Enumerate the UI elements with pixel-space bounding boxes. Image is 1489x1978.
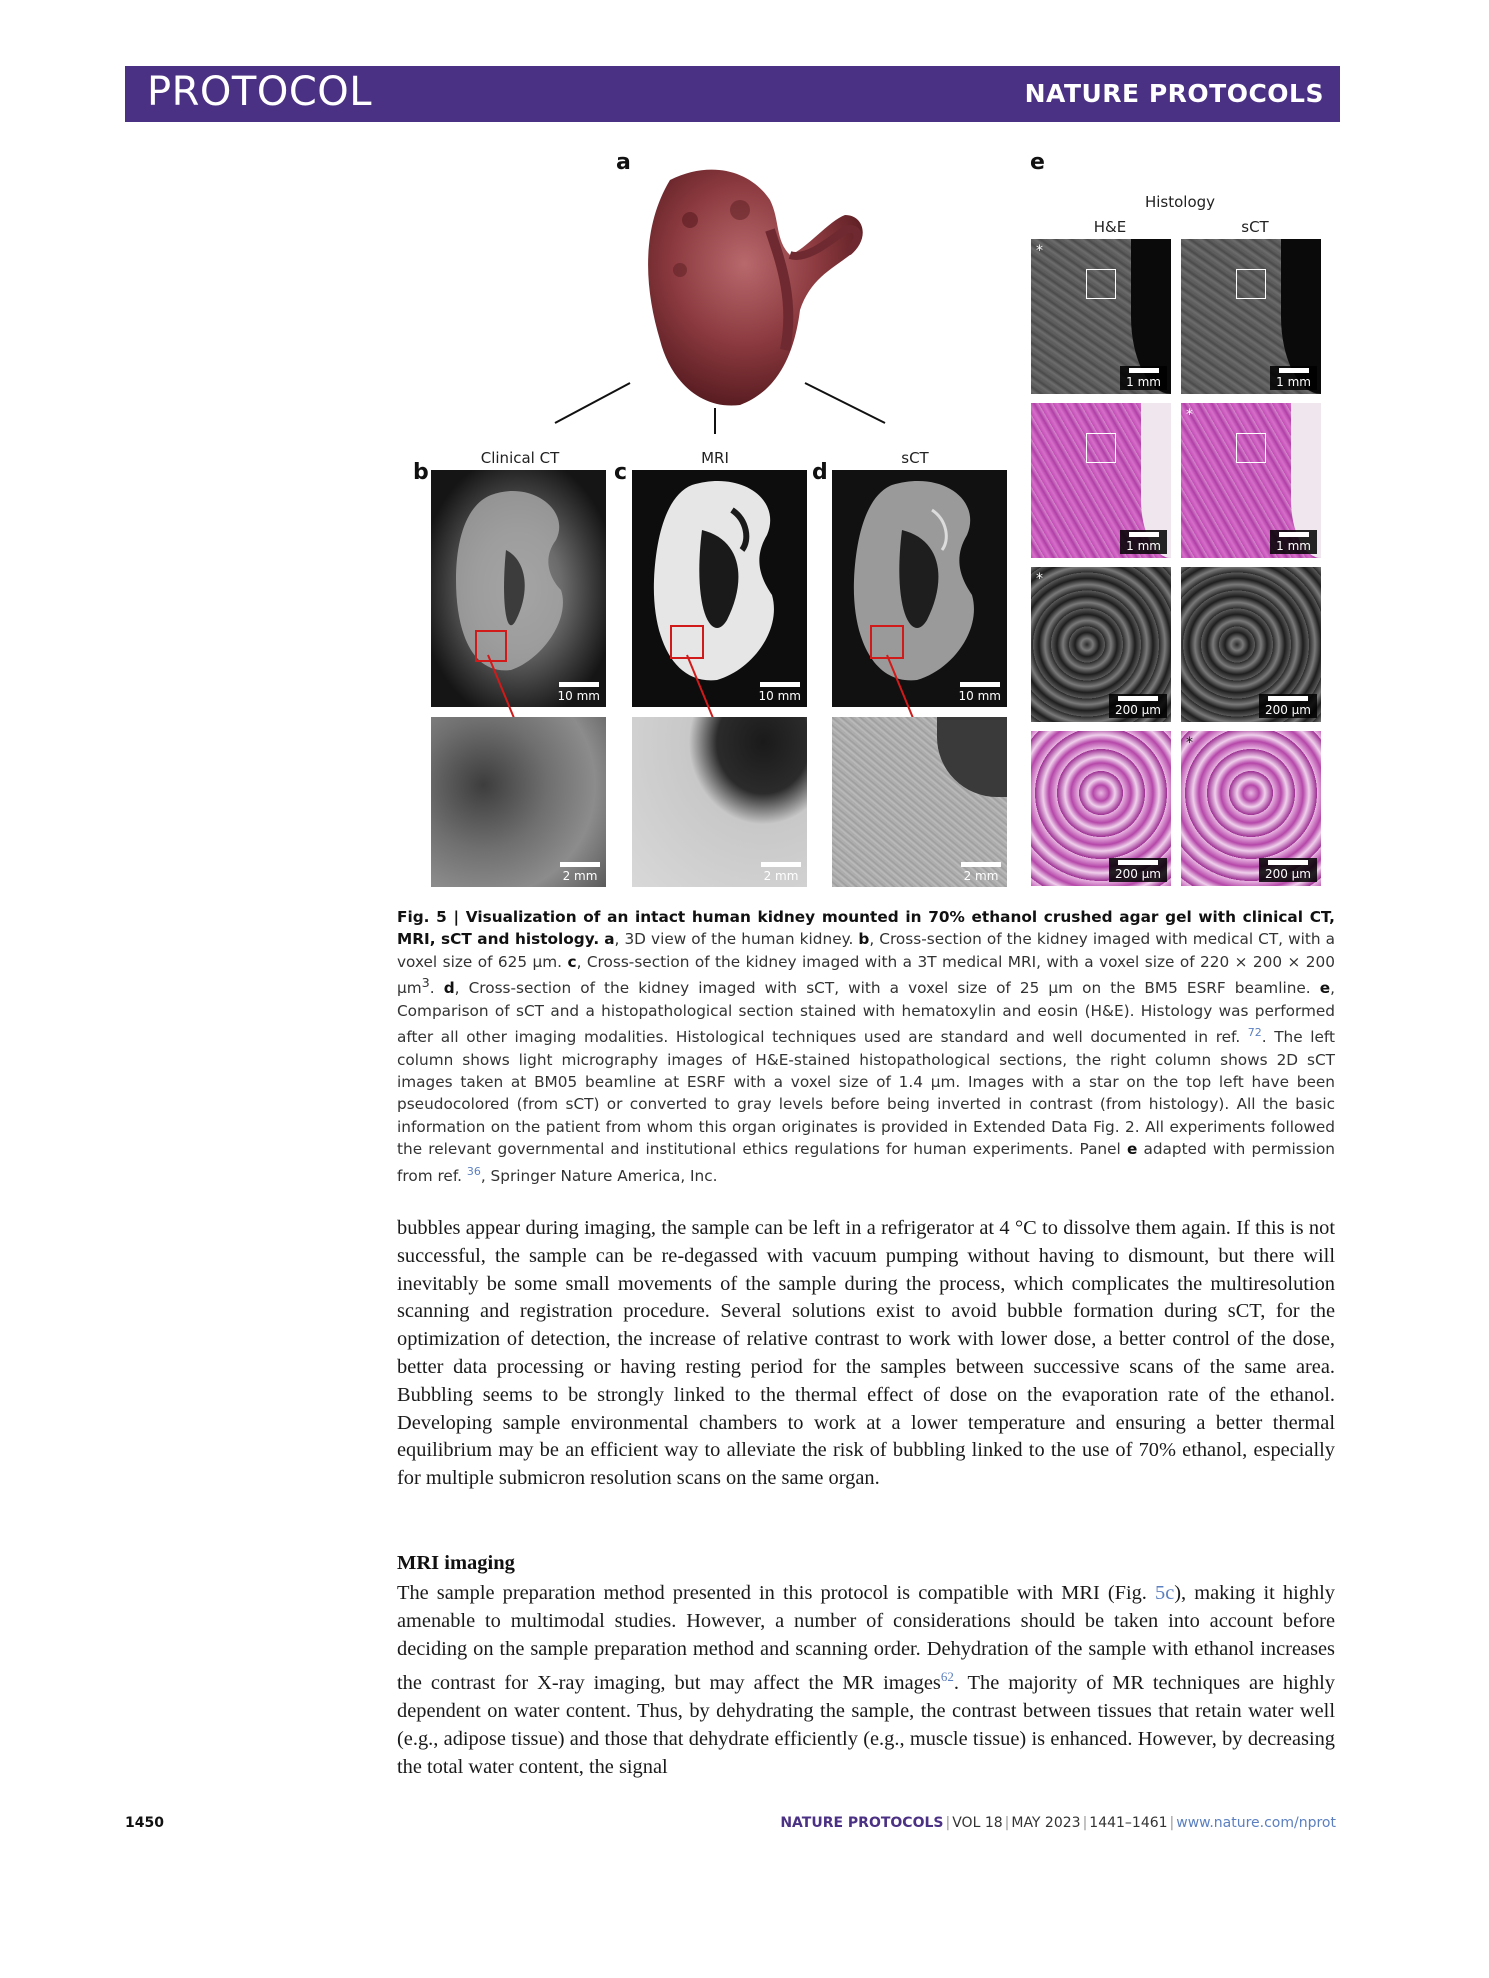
mri-zoom: [632, 717, 807, 887]
clinical-ct-zoom: [431, 717, 606, 887]
reference-link-36[interactable]: 36: [466, 1164, 481, 1178]
caption-label-c: c: [567, 952, 577, 971]
footer-citation: NATURE PROTOCOLS | VOL 18 | MAY 2023 | 1441–1461 | www.nature.com/nprot: [780, 1815, 1336, 1831]
scalebar-200um: 200 µm: [1109, 858, 1167, 882]
panel-label-b: b: [413, 460, 429, 485]
zoom-region-box: [1086, 433, 1116, 463]
caption-text-end: , Springer Nature America, Inc.: [480, 1166, 718, 1185]
star-marker: *: [1036, 571, 1043, 587]
reference-link-72[interactable]: 72: [1247, 1026, 1262, 1040]
panel-label-c: c: [614, 460, 628, 485]
histology-title: Histology: [1144, 193, 1216, 211]
caption-label-e2: e: [1126, 1140, 1138, 1159]
col-title-clinical-ct: Clinical CT: [480, 449, 560, 467]
scalebar-2mm: 2 mm: [761, 862, 801, 883]
caption-text-e: , Comparison of sCT and a histopathological section stained with hematoxylin and eosin (H&E). Histology was performed after all other imaging modalities. Histological techniques used are standard and well documented in ref.: [397, 979, 1335, 1047]
panel-label-d: d: [812, 460, 828, 485]
caption-title: Fig. 5 | Visualization of an intact human kidney mounted in 70% ethanol crushed agar gel with clinical CT, MRI, sCT and histology.: [397, 908, 1335, 949]
footer-url-link[interactable]: www.nature.com/nprot: [1176, 1815, 1336, 1831]
col-title-sct: sCT: [901, 449, 929, 467]
col-title-sct-histo: sCT: [1241, 218, 1269, 236]
caption-sup: 3: [421, 976, 430, 992]
caption-text-a: , 3D view of the human kidney.: [614, 930, 859, 949]
zoom-connector-lines: [430, 650, 1030, 720]
zoom-region-box: [1086, 269, 1116, 299]
footer-journal: NATURE PROTOCOLS: [780, 1815, 944, 1831]
histo-he-gray-1: [1031, 239, 1171, 394]
scalebar-10mm: 10 mm: [558, 682, 600, 703]
section-label: PROTOCOL: [147, 69, 373, 115]
body-paragraph-1: bubbles appear during imaging, the sample can be left in a refrigerator at 4 °C to dissolve them again. If this is not successful, the sample can be re-degassed with vacuum pumping without having to dismount, but there will inevitably be some small movements of the sample during the process, which complicates the multiresolution scanning and registration procedure. Several solutions exist to avoid bubble formation during sCT, for the optimization of detection, the increase of relative contrast to work with lower dose, a better control of the dose, better data processing or having resting period for the samples between successive scans of the same area. Bubbling seems to be strongly linked to the thermal effect of dose on the evaporation rate of the ethanol. Developing sample environmental chambers to work at a lower temperature and ensuring a better thermal equilibrium may be an efficient way to alleviate the risk of bubbling linked to the use of 70% ethanol, especially for multiple submicron resolution scans on the same organ.: [397, 1217, 1335, 1490]
scalebar-200um: 200 µm: [1109, 694, 1167, 718]
star-marker: *: [1036, 243, 1043, 259]
caption-text-adapted: adapted with permission from ref.: [397, 1140, 1335, 1185]
caption-label-d: d: [443, 979, 455, 998]
scalebar-1mm: 1 mm: [1270, 366, 1317, 390]
star-marker: *: [1186, 407, 1193, 423]
scalebar-2mm: 2 mm: [560, 862, 600, 883]
para2-text-c: . The majority of MR techniques are highly dependent on water content. Thus, by dehydrating the sample, the contrast between tissues that retain water well (e.g., adipose tissue) and those that dehydrate efficiently (e.g., muscle tissue) is enhanced. However, by decreasing the total water content, the signal: [397, 1672, 1336, 1778]
histo-he-gray-zoom: [1031, 567, 1171, 722]
scalebar-200um: 200 µm: [1259, 694, 1317, 718]
body-paragraph-2: [397, 1580, 1335, 1781]
journal-name: NATURE PROTOCOLS: [1024, 79, 1324, 108]
reference-link-62[interactable]: 62: [940, 1669, 954, 1685]
page-number: 1450: [125, 1815, 164, 1831]
footer-pages: 1441–1461: [1089, 1815, 1168, 1831]
caption-text-c: , Cross-section of the kidney imaged with a 3T medical MRI, with a voxel size of 220 × 200 × 200 µm: [397, 952, 1336, 998]
histo-he-pink-1: [1031, 403, 1171, 558]
figure-caption: [397, 906, 1335, 1187]
caption-label-e: e: [1319, 979, 1331, 998]
figure-5: [0, 0, 1489, 900]
footer-volume: VOL 18: [952, 1815, 1003, 1831]
sct-zoom: [832, 717, 1007, 887]
scalebar-200um: 200 µm: [1259, 858, 1317, 882]
caption-text-after72: . The left column shows light micrography images of H&E-stained histopathological sections, the right column shows 2D sCT images taken at BM05 beamline at ESRF with a voxel size of 1.4 µm. Images with a star on the top left have been pseudocolored (from sCT) or converted to gray levels before being inverted in contrast (from histology). All the basic information on the patient from whom this organ originates is provided in Extended Data Fig. 2. All experiments followed the relevant governmental and institutional ethics regulations for human experiments. Panel: [397, 1028, 1335, 1159]
panel-label-e: e: [1030, 150, 1045, 175]
scalebar-1mm: 1 mm: [1120, 366, 1167, 390]
scalebar-10mm: 10 mm: [959, 682, 1001, 703]
caption-label-a: a: [604, 930, 615, 949]
kidney-3d-render: [630, 160, 880, 415]
histo-sct-gray-zoom: [1181, 567, 1321, 722]
scalebar-1mm: 1 mm: [1270, 530, 1317, 554]
figure-link-5c[interactable]: 5c: [1155, 1582, 1175, 1604]
caption-text-b: , Cross-section of the kidney imaged with medical CT, with a voxel size of 625 µm.: [397, 930, 1335, 971]
connector-lines: [550, 378, 900, 438]
histo-sct-pink-zoom: [1181, 731, 1321, 886]
col-title-mri: MRI: [701, 449, 729, 467]
col-title-he: H&E: [1093, 218, 1127, 236]
scalebar-1mm: 1 mm: [1120, 530, 1167, 554]
histo-sct-pink-1: [1181, 403, 1321, 558]
histo-he-pink-zoom: [1031, 731, 1171, 886]
footer-date: MAY 2023: [1011, 1815, 1081, 1831]
caption-text-d: , Cross-section of the kidney imaged with sCT, with a voxel size of 25 µm on the BM5 ESRF beamline.: [454, 979, 1320, 998]
para2-text-a: The sample preparation method presented in this protocol is compatible with MRI (Fig.: [397, 1582, 1155, 1604]
zoom-region-box: [1236, 433, 1266, 463]
panel-label-a: a: [616, 150, 631, 175]
histo-sct-gray-1: [1181, 239, 1321, 394]
zoom-region-box: [1236, 269, 1266, 299]
caption-label-b: b: [858, 930, 870, 949]
para2-text-b: ), making it highly amenable to multimodal studies. However, a number of considerations should be taken into account before deciding on the sample preparation method and scanning order. Dehydration of the sample with ethanol increases the contrast for X-ray imaging, but may affect the MR images: [397, 1582, 1335, 1695]
caption-text-c-end: .: [429, 979, 444, 998]
scalebar-2mm: 2 mm: [961, 862, 1001, 883]
scalebar-10mm: 10 mm: [759, 682, 801, 703]
star-marker: *: [1186, 735, 1193, 751]
section-heading-mri: MRI imaging: [397, 1552, 515, 1574]
